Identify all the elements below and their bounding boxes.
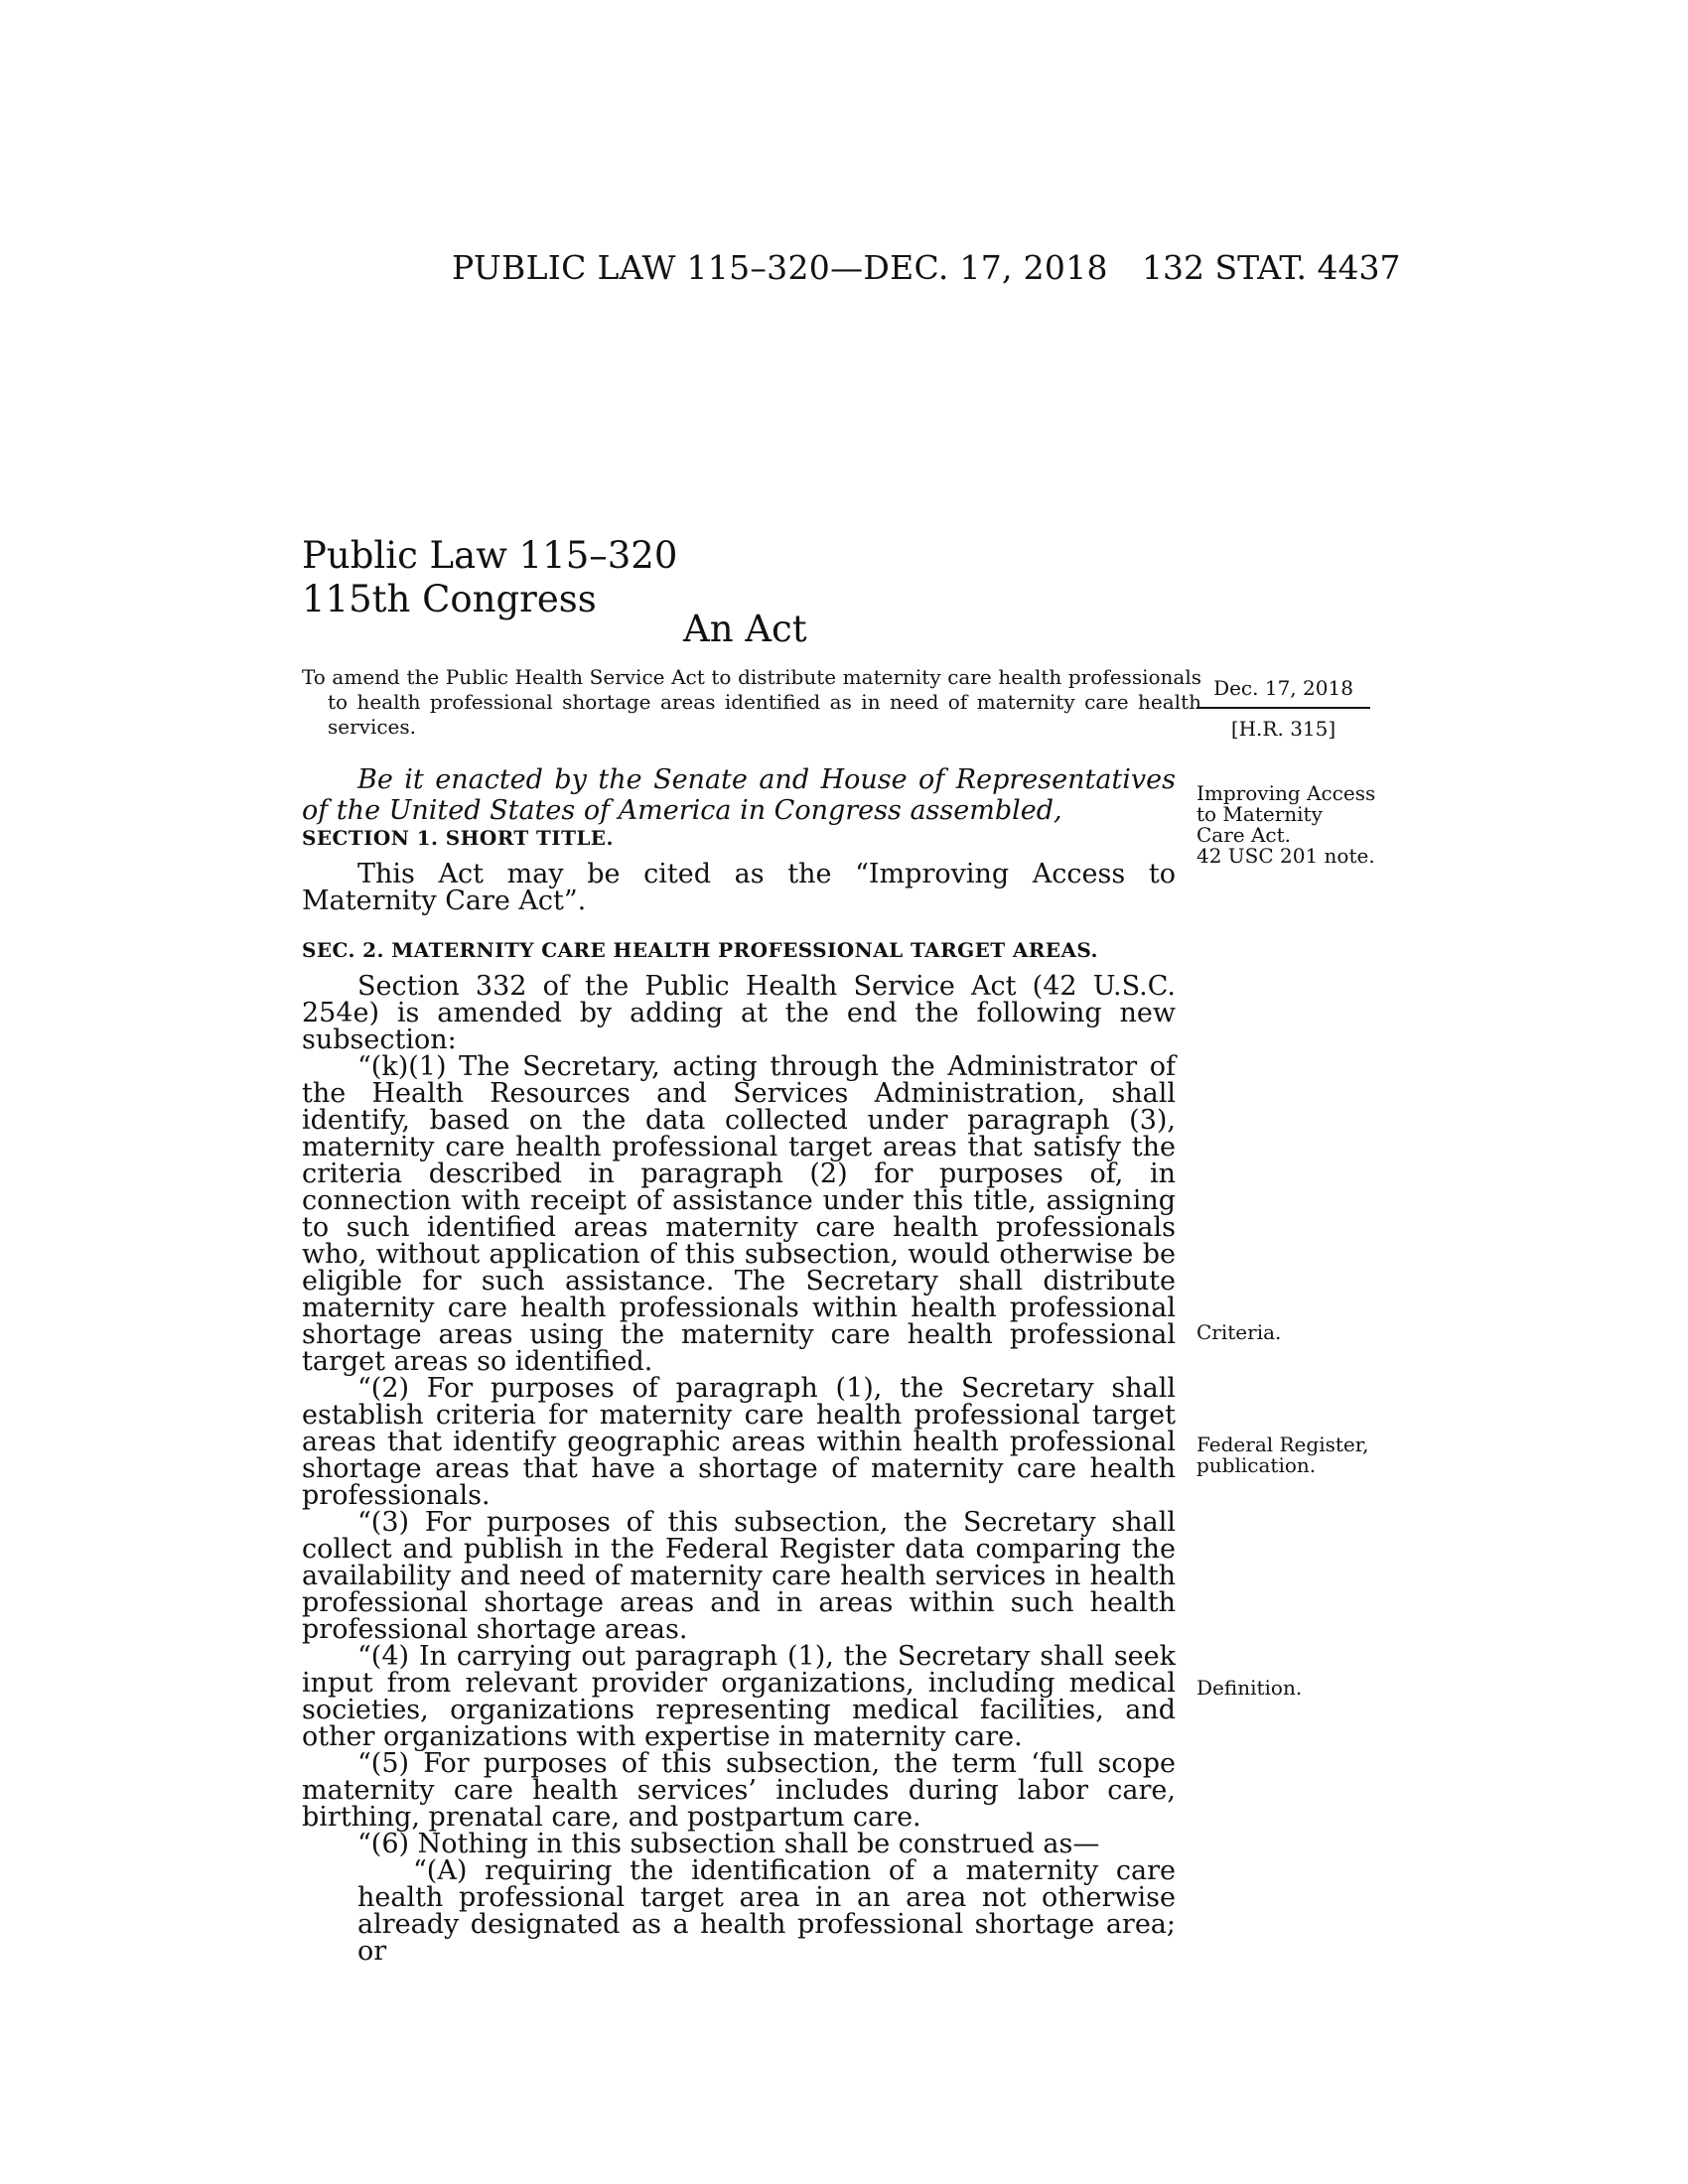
paragraph-k1: “(k)(1) The Secretary, acting through the Administrator of the Health Resources and Services Administration, shall identify, based on the data collected under paragraph (3), maternity care health professional target areas that satisfy the criteria described in paragraph (2) for purposes of, in connection with receipt of assistance under this title, assigning to such identified areas maternity care health professionals who, without application of this subsection, would otherwise be eligible for such assistance. The Secretary shall distribute maternity care health professionals within health professional shortage areas using the maternity care health professional target areas so identified. <box>302 1051 1176 1377</box>
margin-note-criteria: Criteria. <box>1196 1320 1282 1344</box>
congress-number: 115th Congress <box>302 578 597 620</box>
margin-note-federal-register <box>1196 1434 1368 1476</box>
paragraph-4: “(4) In carrying out paragraph (1), the Secretary shall seek input from relevant provider organizations, including medical societies, organizations representing medical facilities, and other organizations with expertise in maternity care. <box>302 1641 1176 1752</box>
section-1-text: This Act may be cited as the “Improving Access to Maternity Care Act”. <box>302 859 1176 916</box>
margin-note-line: Improving Access <box>1196 781 1376 805</box>
statute-page-number: 132 STAT. 4437 <box>1142 248 1401 287</box>
paragraph-6: “(6) Nothing in this subsection shall be construed as— <box>357 1829 1100 1859</box>
margin-note-line: to Maternity <box>1196 802 1323 826</box>
law-title-block <box>302 534 677 621</box>
paragraph-3: “(3) For purposes of this subsection, the Secretary shall collect and publish in the Federal Register data comparing the availability and need of maternity care health services in health professional shortage areas and in areas within such health professional shortage areas. <box>302 1507 1176 1645</box>
subparagraph-a: “(A) requiring the identification of a maternity care health professional target area in an area not otherwise already designated as a health professional shortage area; or <box>357 1855 1176 1967</box>
paragraph-5: “(5) For purposes of this subsection, the term ‘full scope maternity care health services’ includes during labor care, birthing, prenatal care, and postpartum care. <box>302 1748 1176 1833</box>
enacting-clause: Be it enacted by the Senate and House of Representatives of the United States of America in Congress assembled, <box>302 764 1176 826</box>
margin-note-short-title <box>1196 783 1375 867</box>
section-1-heading: SECTION 1. SHORT TITLE. <box>302 826 614 850</box>
enactment-date: Dec. 17, 2018 <box>1196 676 1370 709</box>
public-law-number: Public Law 115–320 <box>302 534 678 577</box>
margin-note-line: publication. <box>1196 1453 1317 1477</box>
act-heading: An Act <box>683 608 807 650</box>
margin-note-line: Federal Register, <box>1196 1433 1369 1456</box>
margin-note-line: 42 USC 201 note. <box>1196 844 1375 868</box>
act-purpose: To amend the Public Health Service Act to distribute maternity care health professionals to health professional shortage areas identified as in need of maternity care health services. <box>302 665 1201 739</box>
bill-number: [H.R. 315] <box>1230 717 1336 741</box>
margin-note-definition: Definition. <box>1196 1676 1303 1700</box>
running-head: PUBLIC LAW 115–320—DEC. 17, 2018 <box>452 248 1108 287</box>
margin-note-line: Care Act. <box>1196 823 1292 847</box>
section-2-intro: Section 332 of the Public Health Service Act (42 U.S.C. 254e) is amended by adding at the end the following new subsection: <box>302 971 1176 1055</box>
paragraph-2: “(2) For purposes of paragraph (1), the Secretary shall establish criteria for maternity care health professional target areas that identify geographic areas within health professional shortage areas that have a shortage of maternity care health professionals. <box>302 1373 1176 1511</box>
section-2-body <box>302 973 1176 1965</box>
section-2-heading: SEC. 2. MATERNITY CARE HEALTH PROFESSIONAL TARGET AREAS. <box>302 938 1098 962</box>
